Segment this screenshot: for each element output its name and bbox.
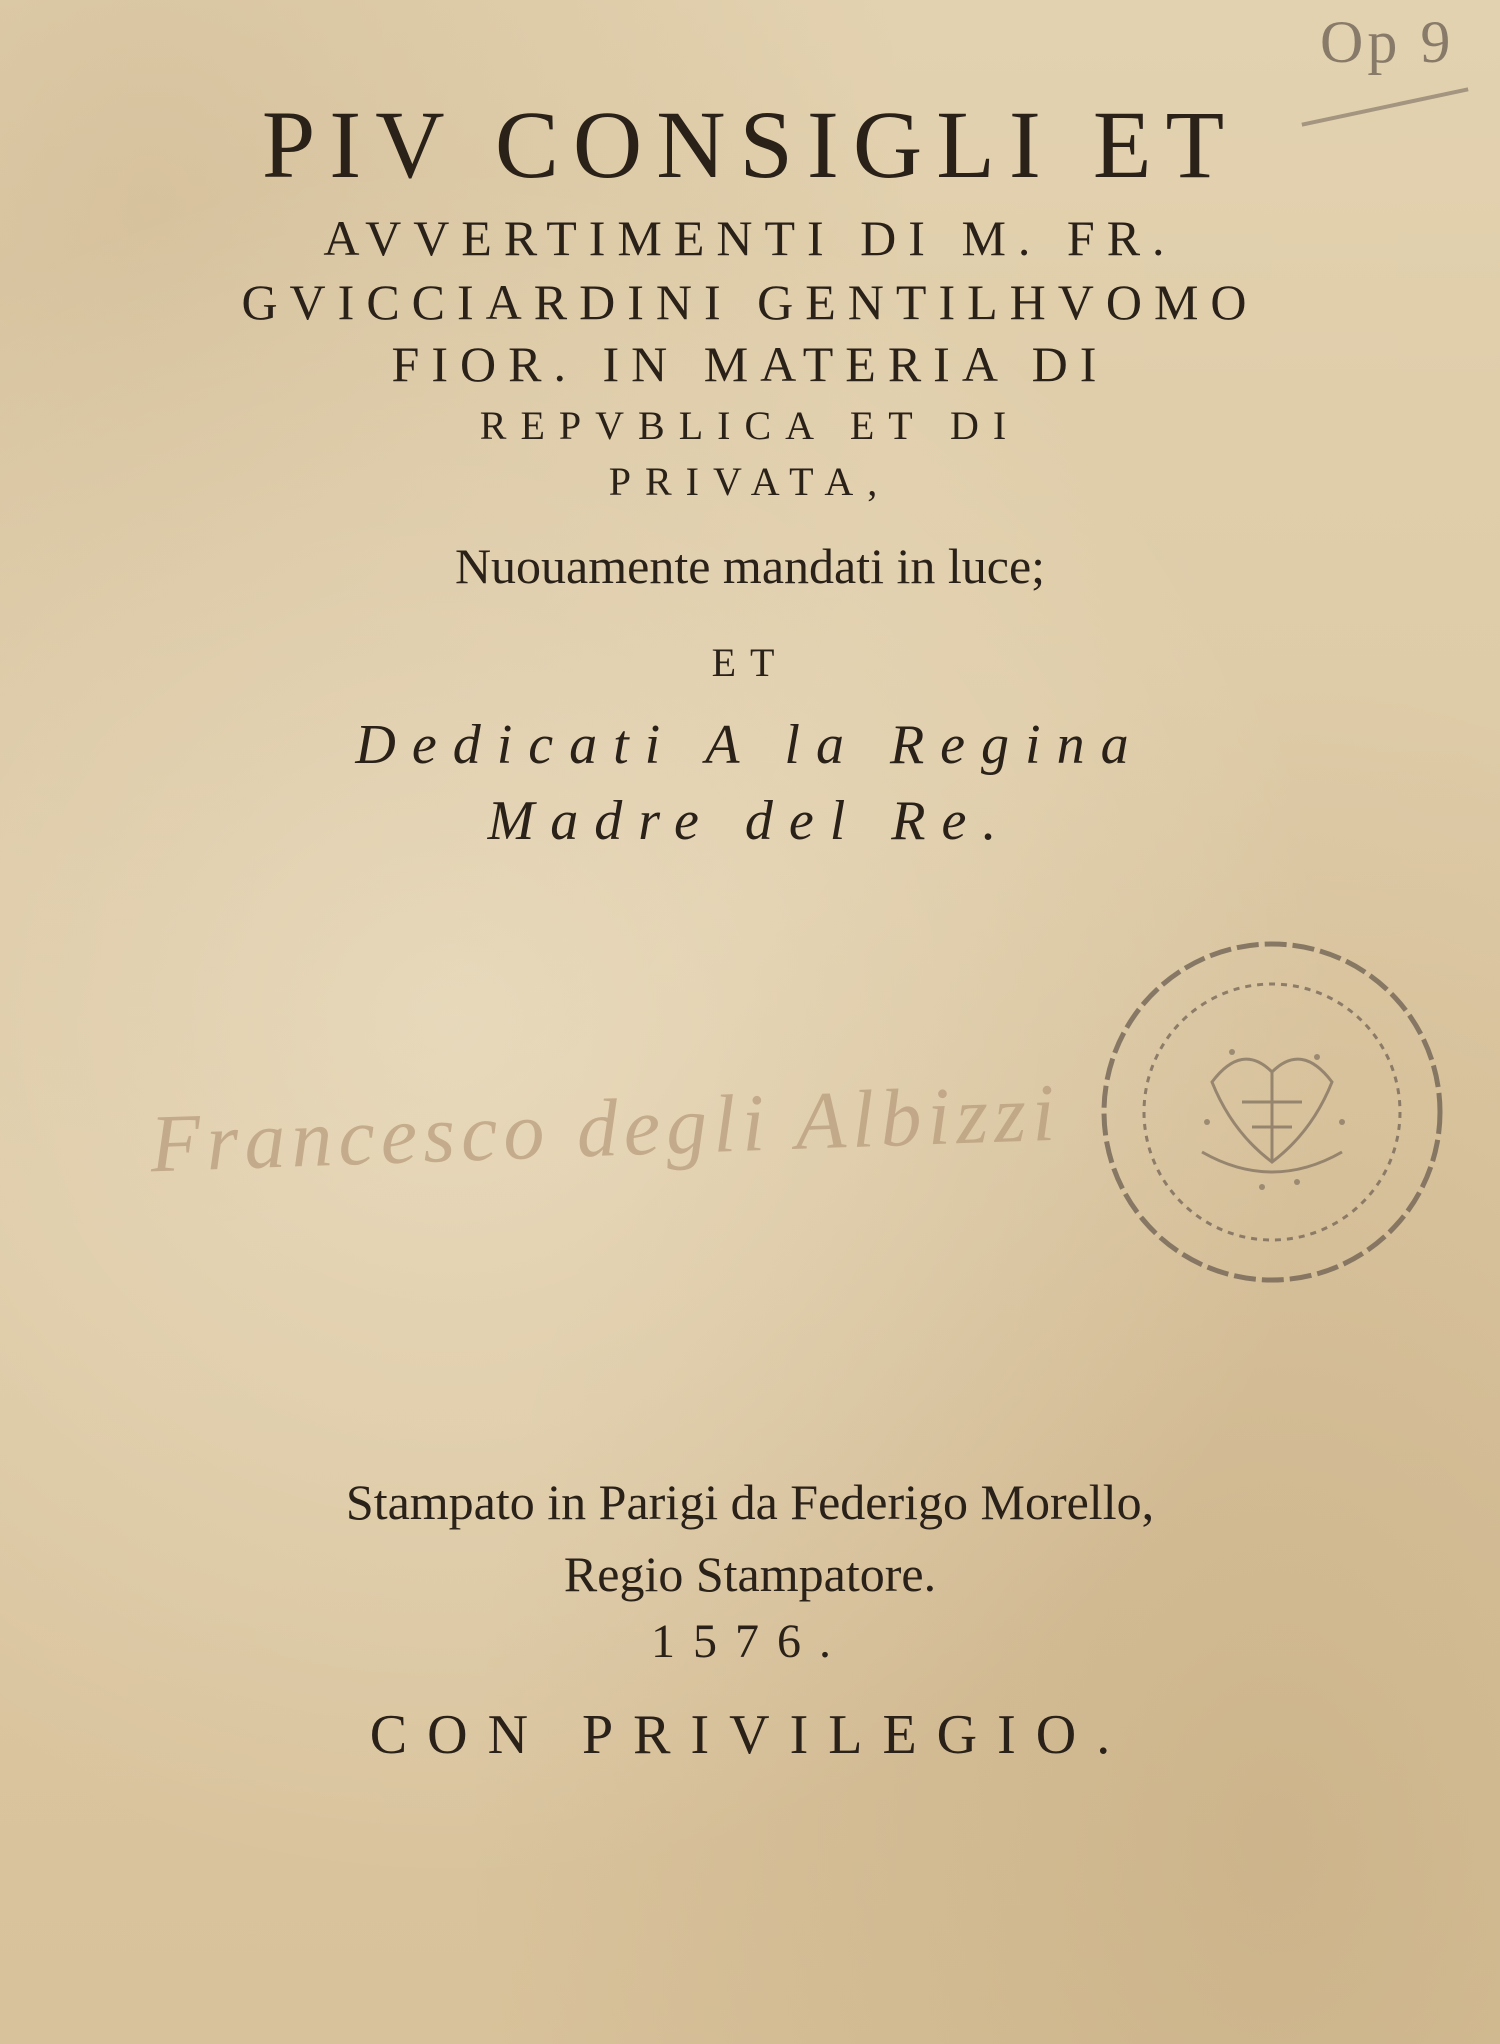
imprint-line-2: Regio Stampatore. bbox=[563, 1546, 937, 1602]
ownership-signature: Francesco degli Albizzi bbox=[148, 1066, 1063, 1190]
shelfmark-annotation: Op 9 bbox=[1320, 9, 1455, 75]
dedication-line-2: Madre del Re. bbox=[487, 790, 1013, 852]
stamp-emblem bbox=[1202, 1059, 1342, 1172]
dedication-line-1: Dedicati A la Regina bbox=[355, 714, 1145, 776]
privilegio: CON PRIVILEGIO. bbox=[369, 1704, 1131, 1766]
title-line-6: PRIVATA, bbox=[608, 459, 892, 504]
imprint-line-1: Stampato in Parigi da Federigo Morello, bbox=[345, 1474, 1155, 1530]
title-line-1: PIV CONSIGLI ET bbox=[261, 91, 1239, 198]
title-line-2: AVVERTIMENTI DI M. FR. bbox=[323, 210, 1177, 266]
subtitle: Nuouamente mandati in luce; bbox=[454, 538, 1046, 594]
title-line-3: GVICCIARDINI GENTILHVOMO bbox=[241, 274, 1259, 330]
title-line-5: REPVBLICA ET DI bbox=[479, 403, 1021, 448]
publication-year: 1576. bbox=[651, 1615, 849, 1668]
library-stamp bbox=[1092, 932, 1452, 1292]
et-conjunction: ET bbox=[711, 640, 789, 685]
title-line-4: FIOR. IN MATERIA DI bbox=[391, 336, 1109, 392]
